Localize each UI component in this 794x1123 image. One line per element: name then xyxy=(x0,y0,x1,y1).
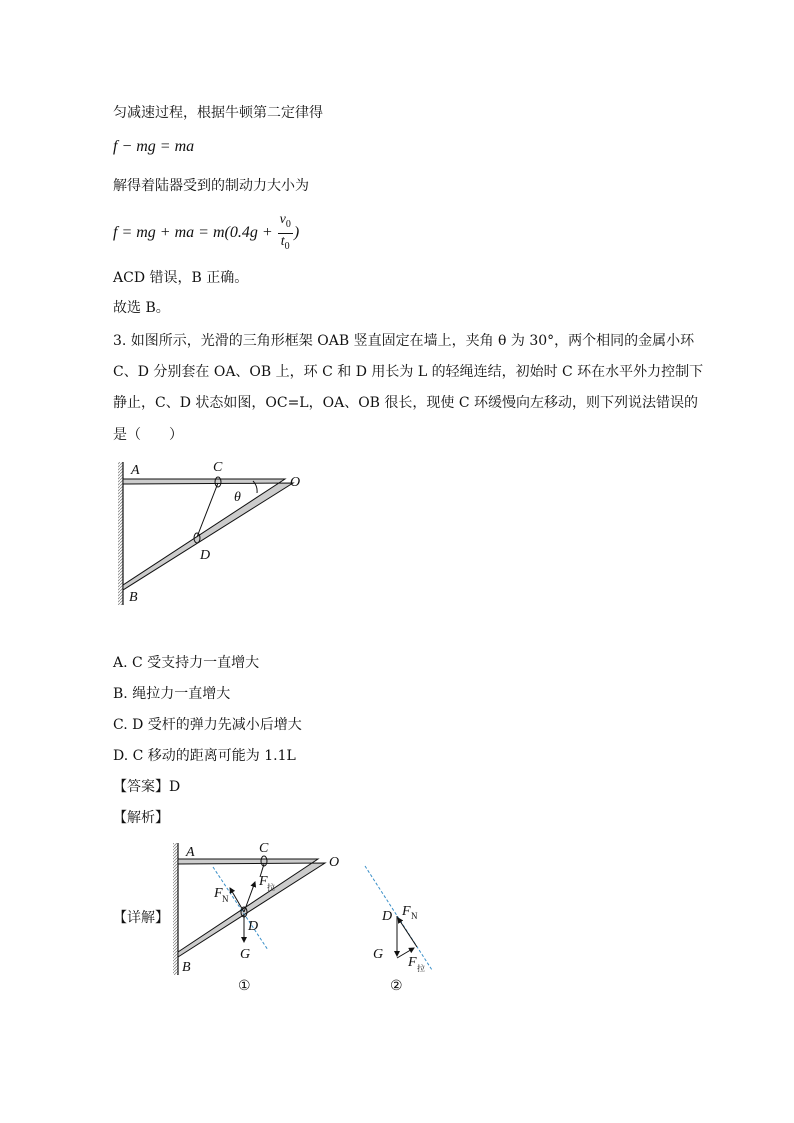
option-a: A. C 受支持力一直增大 xyxy=(113,655,260,671)
subscript: 0 xyxy=(285,218,291,230)
label-fla-sub: 拉 xyxy=(417,964,425,973)
label-fla-sub: 拉 xyxy=(267,883,275,892)
label-fla: F xyxy=(259,874,268,889)
label-c: C xyxy=(259,841,269,856)
subscript: 0 xyxy=(284,240,290,252)
label-a: A xyxy=(186,845,195,860)
label-d: D xyxy=(382,909,393,924)
label-fn: F xyxy=(214,886,223,901)
label-b: B xyxy=(182,960,191,975)
label-fn-sub: N xyxy=(222,894,229,904)
frame-diagram xyxy=(118,460,300,605)
figure-number-1: ① xyxy=(238,979,251,994)
text-line: ACD 错误，B 正确。 xyxy=(113,270,249,286)
detail-heading: 【详解】 xyxy=(113,910,169,926)
label-theta: θ xyxy=(234,490,241,505)
question-line: 是（ ） xyxy=(113,427,183,443)
wall xyxy=(118,462,123,605)
frame-bars xyxy=(123,479,293,590)
text-line: 解得着陆器受到的制动力大小为 xyxy=(113,178,309,194)
question-line: C、D 分别套在 OA、OB 上，环 C 和 D 用长为 L 的轻绳连结，初始时 C 环在水平外力控制下 xyxy=(113,364,704,380)
question-line: 静止，C、D 状态如图，OC=L，OA、OB 很长，现使 C 环缓慢向左移动，则下列说法错误的 xyxy=(113,395,699,411)
question-line: 3. 如图所示，光滑的三角形框架 OAB 竖直固定在墙上，夹角 θ 为 30°，两个相同的金属小环 xyxy=(113,333,695,349)
label-fla: F xyxy=(408,955,417,970)
option-d: D. C 移动的距离可能为 1.1L xyxy=(113,748,296,764)
denominator: t xyxy=(280,233,285,249)
text-line: 匀减速过程，根据牛顿第二定律得 xyxy=(113,105,323,121)
force-diagram-1 xyxy=(173,841,339,994)
force-triangle xyxy=(365,866,432,994)
label-g: G xyxy=(373,947,384,962)
label-o: O xyxy=(290,475,301,490)
option-c: C. D 受杆的弹力先减小后增大 xyxy=(113,717,302,733)
figure-number-2: ② xyxy=(390,979,403,994)
label-fn: F xyxy=(402,904,411,919)
answer: 【答案】D xyxy=(113,779,181,795)
label-d: D xyxy=(200,548,211,563)
label-fn-sub: N xyxy=(411,911,418,921)
label-b: B xyxy=(129,590,138,605)
equation-1: f − mg = ma xyxy=(113,138,195,155)
analysis-heading: 【解析】 xyxy=(113,810,169,826)
eq-right: ) xyxy=(293,223,300,241)
label-a: A xyxy=(131,463,140,478)
label-c: C xyxy=(213,460,223,475)
eq-left: f = mg + ma = m(0.4g + xyxy=(113,223,277,241)
text-line: 故选 B。 xyxy=(113,300,170,316)
label-d: D xyxy=(248,919,259,934)
option-b: B. 绳拉力一直增大 xyxy=(113,686,231,702)
label-o: O xyxy=(329,855,340,870)
label-g: G xyxy=(240,947,251,962)
numerator: v xyxy=(279,212,286,227)
